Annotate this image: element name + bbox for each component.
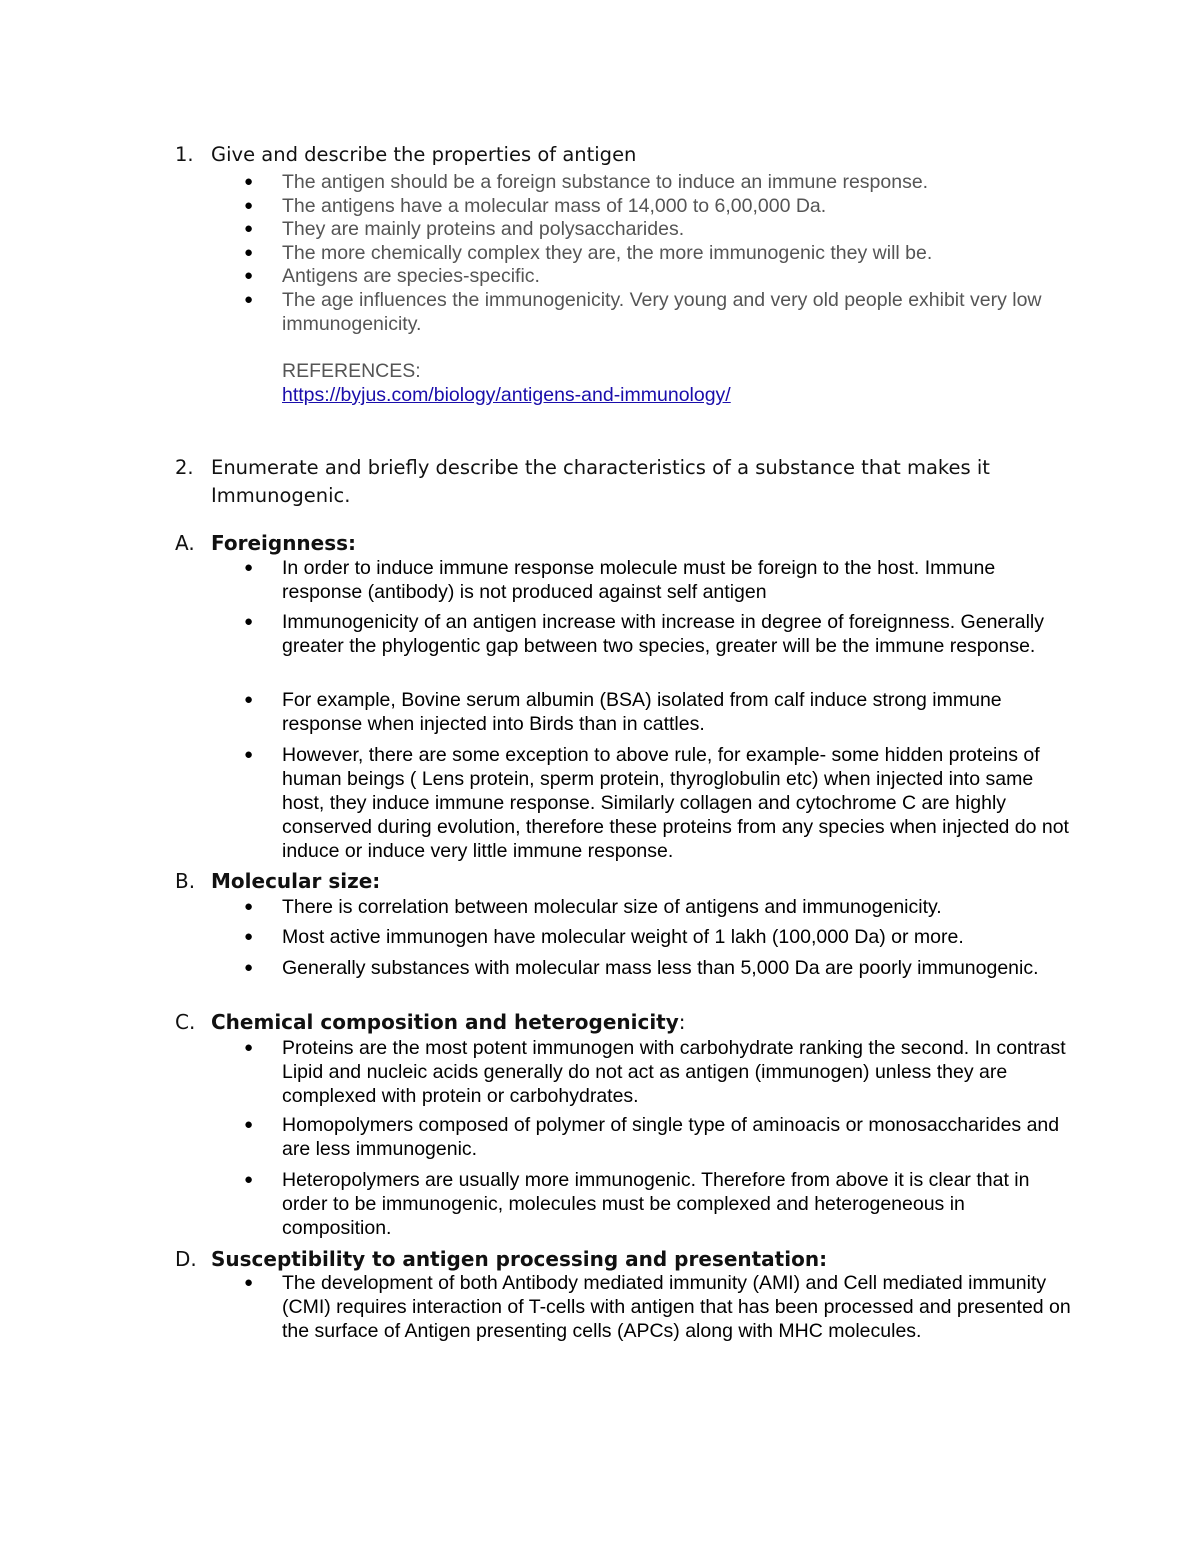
- bullet-icon: ●: [244, 559, 254, 576]
- bullet-icon: ●: [244, 197, 254, 214]
- section-letter: A.: [175, 531, 195, 555]
- bullet-icon: ●: [244, 291, 254, 308]
- bullet-icon: ●: [244, 220, 254, 237]
- bullet-icon: ●: [244, 691, 254, 708]
- section-letter: B.: [175, 869, 196, 893]
- question-number: 2.: [175, 456, 194, 479]
- bullet-icon: ●: [244, 244, 254, 261]
- question-text: Enumerate and briefly describe the characteristics of a substance that makes it Immunogenic.: [211, 456, 990, 507]
- bullet-icon: ●: [244, 898, 254, 915]
- reference-link[interactable]: https://byjus.com/biology/antigens-and-immunology/: [282, 384, 731, 406]
- section-title: Foreignness:: [211, 531, 357, 555]
- bullet-icon: ●: [244, 1116, 254, 1133]
- bullet-icon: ●: [244, 746, 254, 763]
- question-number: 1.: [175, 143, 194, 166]
- bullet-icon: ●: [244, 1171, 254, 1188]
- question-text: Give and describe the properties of antigen: [211, 143, 637, 166]
- bullet-icon: ●: [244, 928, 254, 945]
- section-letter: C.: [175, 1010, 196, 1034]
- bullet-icon: ●: [244, 613, 254, 630]
- bullet-icon: ●: [244, 1274, 254, 1291]
- section-letter: D.: [175, 1247, 197, 1271]
- references-label: REFERENCES:: [282, 360, 421, 382]
- bullet-icon: ●: [244, 267, 254, 284]
- bullet-icon: ●: [244, 959, 254, 976]
- document-page: 1. Give and describe the properties of antigen ● The antigen should be a foreign substance to induce an immune response. ● The antigens have a molecular mass of 14,000 to 6,00,000 Da. ● They are mainly proteins and polysaccharides. ● The more chemically complex they are, the more immunogenic they will be. ● Antigens are species-specific. ● The age influences the immunogenicity. Very young and very old people exhibit very low immunogenicity. REFERENCES: https://byjus.com/biology/antigens-and-immunology/ 2. Enumerate and briefly describe the characteristics of a substance that makes it Immunogenic. A. Foreignness: ● In order to induce immune response molecule must be foreign to the host. Immune response (antibody) is not produced against self antigen ● Immunogenicity of an antigen increase with increase in degree of foreignness. Generally greater the phylogentic gap between two species, greater will be the immune response. ● For example, Bovine serum albumin (BSA) isolated from calf induce strong immune response when injected into Birds than in cattles. ● However, there are some exception to above rule, for example- some hidden proteins of human beings ( Lens protein, sperm protein, thyroglobulin etc) when injected into same host, they induce immune response. Similarly collagen and cytochrome C are highly conserved during evolution, therefore these proteins from any species when injected do not induce or induce very little immune response. B. Molecular size: ● There is correlation between molecular size of antigens and immunogenicity. ● Most active immunogen have molecular weight of 1 lakh (100,000 Da) or more. ● Generally substances with molecular mass less than 5,000 Da are poorly immunogenic. C. Chemical composition and heterogenicity: ● Proteins are the most potent immunogen with carbohydrate ranking the second. In contrast Lipid and nucleic acids generally do not act as antigen (immunogen) unless they are complexed with protein or carbohydrates. ● Homopolymers composed of polymer of single type of aminoacis or monosaccharides and are less immunogenic. ● Heteropolymers are usually more immunogenic. Therefore from above it is clear that in order to be immunogenic, molecules must be complexed and heterogeneous in composition. D. Susceptibility to antigen processing and presentation: ● The development of both Antibody mediated immunity (AMI) and Cell mediated immunity (CMI) requires interaction of T-cells with antigen that has been processed and presented on the surface of Antigen presenting cells (APCs) along with MHC molecules.: [0, 0, 1200, 1553]
- section-title: Chemical composition and heterogenicity:: [211, 1010, 686, 1034]
- section-title: Molecular size:: [211, 869, 381, 893]
- bullet-icon: ●: [244, 173, 254, 190]
- bullet-icon: ●: [244, 1039, 254, 1056]
- section-title: Susceptibility to antigen processing and presentation:: [211, 1247, 828, 1271]
